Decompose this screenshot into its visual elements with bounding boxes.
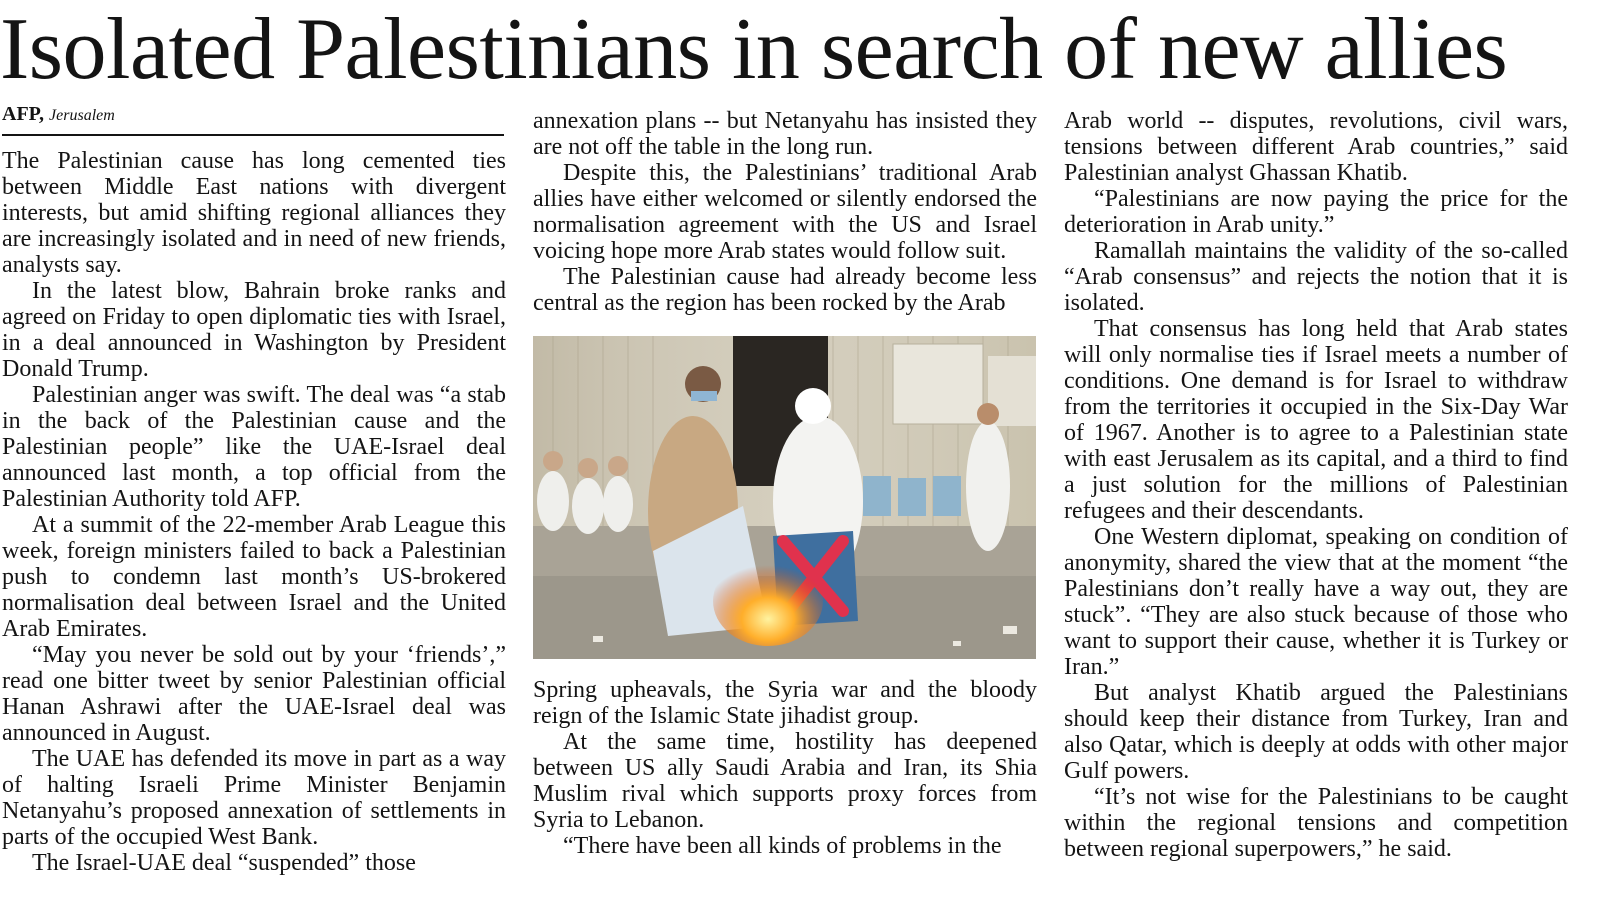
paragraph: At a summit of the 22-member Arab League this week, foreign ministers failed to back a Palestinian push to condemn last month’s US-brokered normalisation deal between Israel and the United Arab Emirates. [2, 512, 506, 642]
paragraph: “There have been all kinds of problems in the [563, 833, 1002, 859]
byline-agency: AFP, [2, 103, 45, 125]
paragraph: Arab world -- disputes, revolutions, civil wars, tensions between different Arab countries,” said Palestinian analyst Ghassan Khatib. [1064, 108, 1568, 186]
paragraph: “Palestinians are now paying the price for the deterioration in Arab unity.” [1064, 186, 1568, 238]
news-photo [533, 336, 1036, 659]
article-column-1 [2, 148, 506, 876]
paragraph: The Palestinian cause had already become less central as the region has been rocked by the Arab [533, 264, 1037, 316]
paragraph: In the latest blow, Bahrain broke ranks and agreed on Friday to open diplomatic ties with Israel, in a deal announced in Washington by President Donald Trump. [2, 278, 506, 382]
paragraph: Spring upheavals, the Syria war and the bloody reign of the Islamic State jihadist group. [533, 677, 1037, 729]
byline-dateline: Jerusalem [49, 107, 115, 124]
paragraph: “It’s not wise for the Palestinians to be caught within the regional tensions and competition between regional superpowers,” he said. [1064, 784, 1568, 862]
headline: Isolated Palestinians in search of new allies [0, 1, 1508, 98]
paragraph: Despite this, the Palestinians’ traditional Arab allies have either welcomed or silently endorsed the normalisation agreement with the US and Israel voicing hope more Arab states would follow suit. [533, 160, 1037, 264]
protest-photo-illustration [533, 336, 1036, 659]
paragraph: That consensus has long held that Arab states will only normalise ties if Israel meets a number of conditions. One demand is for Israel to withdraw from the territories it occupied in the Six-Day War of 1967. Another is to agree to a Palestinian state with east Jerusalem as its capital, and a third to find a just solution for the millions of Palestinian refugees and their descendants. [1064, 316, 1568, 524]
paragraph: But analyst Khatib argued the Palestinians should keep their distance from Turkey, Iran and also Qatar, which is deeply at odds with other major Gulf powers. [1064, 680, 1568, 784]
paragraph: annexation plans -- but Netanyahu has insisted they are not off the table in the long run. [533, 108, 1037, 160]
article-column-2 [533, 108, 1037, 316]
paragraph: Ramallah maintains the validity of the so-called “Arab consensus” and rejects the notion that it is isolated. [1064, 238, 1568, 316]
paragraph: “May you never be sold out by your ‘friends’,” read one bitter tweet by senior Palestinian official Hanan Ashrawi after the UAE-Israel deal was announced in August. [2, 642, 506, 746]
article-column-2-continued [533, 677, 1037, 859]
paragraph: The Israel-UAE deal “suspended” those [32, 850, 416, 876]
paragraph: The Palestinian cause has long cemented ties between Middle East nations with divergent interests, but amid shifting regional alliances they are increasingly isolated and in need of new friends, analysts say. [2, 148, 506, 278]
paragraph: The UAE has defended its move in part as a way of halting Israeli Prime Minister Benjamin Netanyahu’s proposed annexation of settlements in parts of the occupied West Bank. [2, 746, 506, 850]
paragraph: At the same time, hostility has deepened between US ally Saudi Arabia and Iran, its Shia Muslim rival which supports proxy forces from Syria to Lebanon. [533, 729, 1037, 833]
paragraph: One Western diplomat, speaking on condition of anonymity, shared the view that at the moment “the Palestinians don’t really have a way out, they are stuck”. “They are also stuck because of those who want to support their cause, whether it is Turkey or Iran.” [1064, 524, 1568, 680]
byline [2, 100, 504, 136]
paragraph: Palestinian anger was swift. The deal was “a stab in the back of the Palestinian cause and the Palestinian people” like the UAE-Israel deal announced last month, a top official from the Palestinian Authority told AFP. [2, 382, 506, 512]
article-column-3 [1064, 108, 1568, 862]
